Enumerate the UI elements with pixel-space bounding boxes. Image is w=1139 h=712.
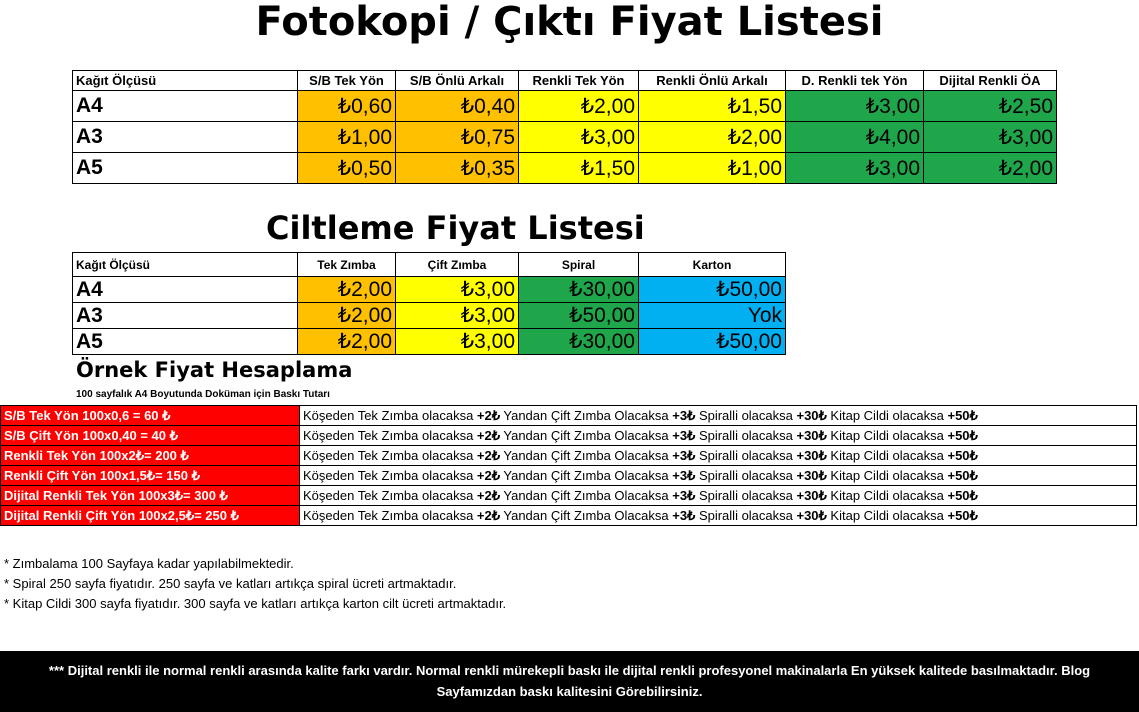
text-part: Yandan Çift Zımba Olacaksa — [500, 427, 673, 443]
table-row — [73, 303, 786, 329]
bold-part: +3₺ — [672, 507, 696, 523]
bold-part: +3₺ — [672, 447, 696, 463]
row-size: A4 — [73, 277, 298, 303]
price-cell: Yok — [639, 303, 786, 329]
table-row — [73, 153, 1057, 184]
table-row — [73, 91, 1057, 122]
price-cell: ₺2,00 — [298, 277, 396, 303]
price-cell: ₺3,00 — [396, 277, 519, 303]
example-label: S/B Tek Yön 100x0,6 = 60 ₺ — [1, 406, 300, 426]
price-cell: ₺3,00 — [396, 303, 519, 329]
text-part: Spiralli olacaksa — [695, 467, 797, 483]
text-part: Spiralli olacaksa — [695, 447, 797, 463]
table-header-row — [73, 253, 786, 277]
price-cell: ₺2,00 — [298, 329, 396, 355]
bold-part: +30₺ — [796, 467, 827, 483]
bold-part: +3₺ — [672, 467, 696, 483]
bold-part: +2₺ — [476, 447, 501, 463]
text-part: Yandan Çift Zımba Olacaksa — [500, 487, 673, 503]
bold-part: +3₺ — [672, 427, 696, 443]
bold-part: +3₺ — [672, 487, 696, 503]
text-part: Spiralli olacaksa — [695, 427, 797, 443]
header-digital-single: D. Renkli tek Yön — [786, 71, 924, 91]
price-cell: ₺1,50 — [519, 153, 639, 184]
table-header-row — [73, 71, 1057, 91]
table-row — [1, 426, 1137, 446]
text-part: Spiralli olacaksa — [695, 507, 797, 523]
price-cell: ₺3,00 — [924, 122, 1057, 153]
price-cell: ₺3,00 — [396, 329, 519, 355]
example-label: Dijital Renkli Tek Yön 100x3₺= 300 ₺ — [1, 486, 300, 506]
text-part: Kitap Cildi olacaksa — [826, 407, 948, 423]
text-part: Kitap Cildi olacaksa — [826, 447, 948, 463]
bold-part: +2₺ — [476, 467, 501, 483]
example-title: Örnek Fiyat Hesaplama — [76, 358, 353, 382]
header-double-staple: Çift Zımba — [396, 253, 519, 277]
header-bw-single: S/B Tek Yön — [298, 71, 396, 91]
price-cell: ₺3,00 — [786, 91, 924, 122]
header-paper-size: Kağıt Ölçüsü — [73, 71, 298, 91]
price-cell: ₺50,00 — [639, 277, 786, 303]
example-text — [300, 406, 1137, 426]
header-spiral: Spiral — [519, 253, 639, 277]
header-digital-double: Dijital Renkli ÖA — [924, 71, 1057, 91]
price-cell: ₺50,00 — [519, 303, 639, 329]
price-cell: ₺30,00 — [519, 277, 639, 303]
example-label: Renkli Çift Yön 100x1,5₺= 150 ₺ — [1, 466, 300, 486]
price-cell: ₺30,00 — [519, 329, 639, 355]
row-size: A3 — [73, 122, 298, 153]
price-cell: ₺2,50 — [924, 91, 1057, 122]
notes — [4, 554, 506, 614]
row-size: A3 — [73, 303, 298, 329]
header-cardboard: Karton — [639, 253, 786, 277]
price-cell: ₺0,75 — [396, 122, 519, 153]
header-color-single: Renkli Tek Yön — [519, 71, 639, 91]
header-bw-double: S/B Önlü Arkalı — [396, 71, 519, 91]
bold-part: +30₺ — [796, 507, 827, 523]
text-part: Köşeden Tek Zımba olacaksa — [303, 487, 477, 503]
bold-part: +2₺ — [476, 427, 501, 443]
example-label: Renkli Tek Yön 100x2₺= 200 ₺ — [1, 446, 300, 466]
text-part: Spiralli olacaksa — [695, 407, 797, 423]
bold-part: +50₺ — [947, 447, 978, 463]
row-size: A5 — [73, 329, 298, 355]
price-cell: ₺1,00 — [639, 153, 786, 184]
text-part: Spiralli olacaksa — [695, 487, 797, 503]
price-cell: ₺3,00 — [786, 153, 924, 184]
example-text — [300, 466, 1137, 486]
footer-banner: *** Dijital renkli ile normal renkli arasında kalite farkı vardır. Normal renkli mürekepli baskı ile dijital renkli profesyonel makinalarla En yüksek kalitede basılmaktadır. Blog Sayfamızdan baskı kalitesini Görebilirsiniz. — [0, 651, 1139, 712]
text-part: Köşeden Tek Zımba olacaksa — [303, 467, 477, 483]
example-text — [300, 506, 1137, 526]
bold-part: +50₺ — [947, 467, 978, 483]
text-part: Kitap Cildi olacaksa — [826, 507, 948, 523]
note-line: * Kitap Cildi 300 sayfa fiyatıdır. 300 sayfa ve katları artıkça karton cilt ücreti artmaktadır. — [4, 596, 507, 611]
binding-title: Ciltleme Fiyat Listesi — [266, 209, 645, 247]
bold-part: +50₺ — [947, 427, 978, 443]
note-line: * Zımbalama 100 Sayfaya kadar yapılabilmektedir. — [4, 556, 294, 571]
row-size: A4 — [73, 91, 298, 122]
bold-part: +50₺ — [947, 487, 978, 503]
price-cell: ₺50,00 — [639, 329, 786, 355]
example-label: Dijital Renkli Çift Yön 100x2,5₺= 250 ₺ — [1, 506, 300, 526]
price-cell: ₺3,00 — [519, 122, 639, 153]
table-row — [1, 486, 1137, 506]
photocopy-price-table — [72, 70, 1057, 184]
bold-part: +30₺ — [796, 407, 827, 423]
text-part: Kitap Cildi olacaksa — [826, 487, 948, 503]
price-cell: ₺2,00 — [639, 122, 786, 153]
price-cell: ₺0,60 — [298, 91, 396, 122]
table-row — [73, 122, 1057, 153]
table-row — [1, 446, 1137, 466]
price-cell: ₺4,00 — [786, 122, 924, 153]
text-part: Yandan Çift Zımba Olacaksa — [500, 407, 673, 423]
bold-part: +30₺ — [796, 487, 827, 503]
row-size: A5 — [73, 153, 298, 184]
text-part: Yandan Çift Zımba Olacaksa — [500, 507, 673, 523]
binding-price-table — [72, 252, 786, 355]
table-row — [73, 329, 786, 355]
example-text — [300, 446, 1137, 466]
text-part: Kitap Cildi olacaksa — [826, 467, 948, 483]
price-cell: ₺0,50 — [298, 153, 396, 184]
table-row — [73, 277, 786, 303]
price-cell: ₺2,00 — [519, 91, 639, 122]
example-text — [300, 486, 1137, 506]
text-part: Köşeden Tek Zımba olacaksa — [303, 447, 477, 463]
bold-part: +30₺ — [796, 447, 827, 463]
bold-part: +50₺ — [947, 407, 978, 423]
text-part: Kitap Cildi olacaksa — [826, 427, 948, 443]
text-part: Köşeden Tek Zımba olacaksa — [303, 407, 477, 423]
bold-part: +3₺ — [672, 407, 696, 423]
text-part: Köşeden Tek Zımba olacaksa — [303, 427, 477, 443]
header-single-staple: Tek Zımba — [298, 253, 396, 277]
price-cell: ₺1,00 — [298, 122, 396, 153]
table-row — [1, 506, 1137, 526]
page-title: Fotokopi / Çıktı Fiyat Listesi — [255, 0, 884, 45]
table-row — [1, 406, 1137, 426]
price-cell: ₺1,50 — [639, 91, 786, 122]
text-part: Köşeden Tek Zımba olacaksa — [303, 507, 477, 523]
example-label: S/B Çift Yön 100x0,40 = 40 ₺ — [1, 426, 300, 446]
price-cell: ₺2,00 — [924, 153, 1057, 184]
text-part: Yandan Çift Zımba Olacaksa — [500, 467, 673, 483]
bold-part: +2₺ — [476, 407, 501, 423]
bold-part: +50₺ — [947, 507, 978, 523]
price-cell: ₺2,00 — [298, 303, 396, 329]
example-subtitle: 100 sayfalık A4 Boyutunda Doküman için Baskı Tutarı — [76, 389, 330, 400]
header-color-double: Renkli Önlü Arkalı — [639, 71, 786, 91]
example-text — [300, 426, 1137, 446]
text-part: Yandan Çift Zımba Olacaksa — [500, 447, 673, 463]
bold-part: +30₺ — [796, 427, 827, 443]
table-row — [1, 466, 1137, 486]
example-table — [0, 405, 1137, 526]
price-cell: ₺0,35 — [396, 153, 519, 184]
price-cell: ₺0,40 — [396, 91, 519, 122]
header-paper-size: Kağıt Ölçüsü — [73, 253, 298, 277]
bold-part: +2₺ — [476, 487, 501, 503]
bold-part: +2₺ — [476, 507, 501, 523]
note-line: * Spiral 250 sayfa fiyatıdır. 250 sayfa ve katları artıkça spiral ücreti artmaktadır. — [4, 576, 457, 591]
